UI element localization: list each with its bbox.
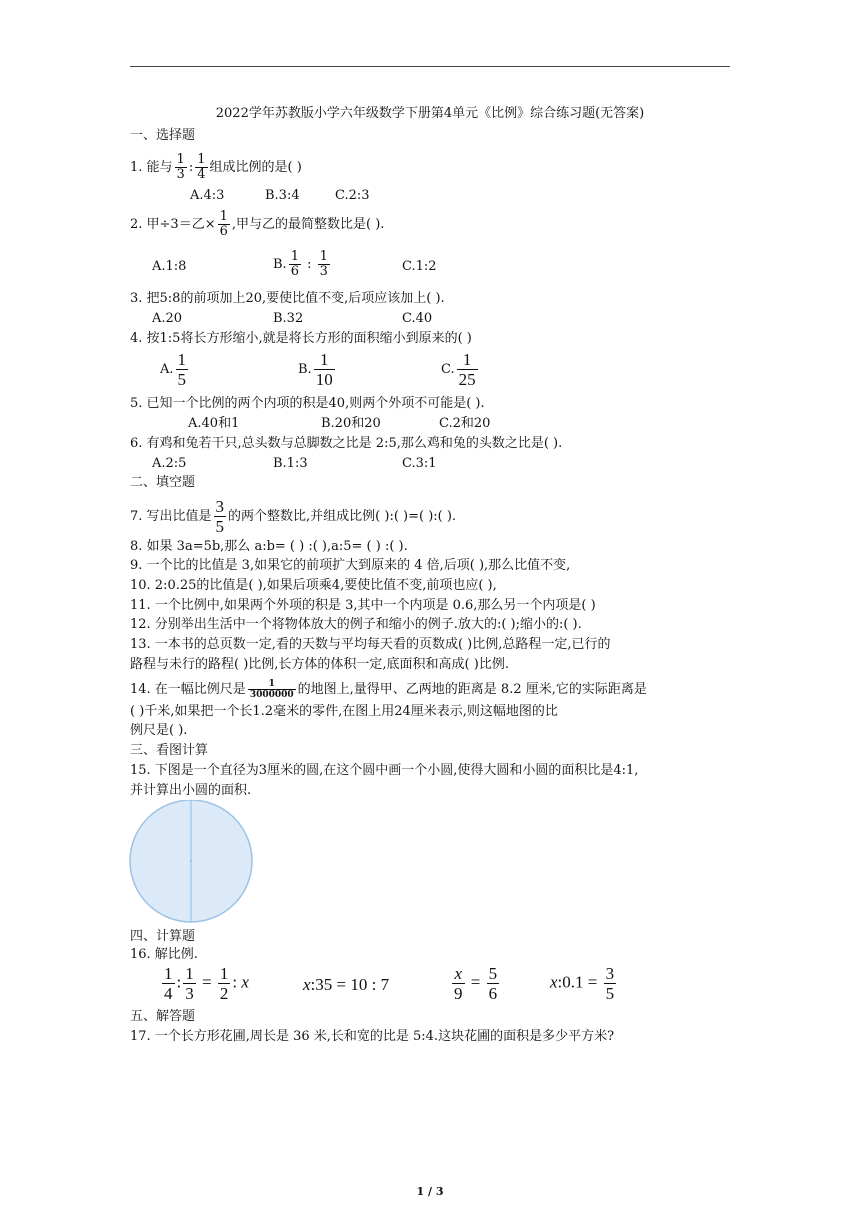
equation-1: $\frac{1}{4}$ : $\frac{1}{3}$ = $\frac{1}{2}$ : x [164, 964, 249, 1003]
question-3: 3. 把5:8的前项加上20,要使比值不变,后项应该加上( ). [130, 291, 445, 306]
question-14-line-1: 14. 在一幅比例尺是 $\frac{1}{3000000}$ 的地图上,量得甲、乙两地的距离是 8.2 厘米,它的实际距离是 [130, 679, 647, 700]
q3-option-a: A.20 [152, 311, 183, 326]
q1-pre: 1. 能与 [130, 160, 173, 175]
eq1-fraction-c: $\frac{1}{2}$ [219, 964, 229, 1003]
q2-post: ,甲与乙的最简整数比是( ). [231, 217, 385, 232]
eq1-fraction-a: $\frac{1}{4}$ [164, 964, 173, 1003]
q1-colon: : [188, 160, 194, 175]
question-1 [130, 153, 302, 182]
q1-option-a: A.4:3 [190, 188, 225, 203]
question-7: 7. 写出比值是 $\frac{3}{5}$ 的两个整数比,并组成比例( ):( )=( ):( ). [130, 497, 457, 536]
q5-option-b: B.20和20 [321, 416, 381, 431]
q6-option-b: B.1:3 [273, 456, 308, 471]
question-2 [130, 210, 384, 239]
question-10: 10. 2:0.25的比值是( ),如果后项乘4,要使比值不变,前项也应( ), [130, 578, 497, 593]
q14-scale-fraction: $\frac{1}{3000000}$ [249, 679, 294, 700]
circle-diagram [127, 800, 257, 927]
question-16-label: 16. 解比例. [130, 947, 198, 962]
question-15-line-1: 15. 下图是一个直径为3厘米的圆,在这个圆中画一个小圆,使得大圆和小圆的面积比是4:1, [130, 763, 639, 778]
question-17: 17. 一个长方形花圃,周长是 36 米,长和宽的比是 5:4.这块花圃的面积是多少平方米? [130, 1029, 615, 1044]
page-number: 1 / 3 [416, 1185, 444, 1198]
q2-fraction: $\frac{1}{6}$ [219, 209, 228, 239]
q4-a-fraction: $\frac{1}{5}$ [177, 350, 187, 389]
q6-option-c: C.3:1 [402, 456, 437, 471]
center-point [190, 860, 192, 862]
question-6: 6. 有鸡和兔若干只,总头数与总脚数之比是 2:5,那么鸡和兔的头数之比是( ). [130, 436, 563, 451]
q1-fraction-1: $\frac{1}{3}$ [176, 152, 185, 182]
q2-option-a: A.1:8 [152, 259, 187, 274]
eq1-fraction-b: $\frac{1}{3}$ [185, 964, 194, 1003]
question-15-line-2: 并计算出小圆的面积. [130, 783, 252, 798]
q5-option-c: C.2和20 [439, 416, 491, 431]
question-9: 9. 一个比的比值是 3,如果它的前项扩大到原来的 4 倍,后项( ),那么比值不变, [130, 558, 571, 573]
q3-option-b: B.32 [273, 311, 304, 326]
q5-option-a: A.40和1 [188, 416, 240, 431]
q4-b-fraction: $\frac{1}{10}$ [315, 350, 333, 389]
page-title: 2022学年苏教版小学六年级数学下册第4单元《比例》综合练习题(无答案) [215, 106, 645, 121]
question-13-line-1: 13. 一本书的总页数一定,看的天数与平均每天看的页数成( )比例,总路程一定,已行的 [130, 637, 611, 652]
eq3-fraction-r: $\frac{5}{6}$ [488, 964, 498, 1003]
question-13-line-2: 路程与未行的路程( )比例,长方体的体积一定,底面积和高成( )比例. [130, 657, 509, 672]
equation-3: $\frac{x}{9}$ = $\frac{5}{6}$ [454, 964, 498, 1003]
q2-b-fraction-2: $\frac{1}{3}$ [319, 249, 328, 279]
eq4-fraction: $\frac{3}{5}$ [605, 964, 615, 1003]
q2-option-c: C.1:2 [402, 259, 437, 274]
section-heading-2: 二、填空题 [130, 475, 196, 490]
q1-option-c: C.2:3 [335, 188, 370, 203]
q1-option-b: B.3:4 [265, 188, 300, 203]
header-rule [130, 66, 730, 67]
q2-pre: 2. 甲÷3＝乙× [130, 217, 216, 232]
equation-4: x:0.1 = $\frac{3}{5}$ [550, 964, 615, 1003]
q3-option-c: C.40 [402, 311, 433, 326]
question-11: 11. 一个比例中,如果两个外项的积是 3,其中一个内项是 0.6,那么另一个内项是( ) [130, 598, 596, 613]
question-5: 5. 已知一个比例的两个内项的积是40,则两个外项不可能是( ). [130, 396, 485, 411]
q7-fraction: $\frac{3}{5}$ [215, 497, 225, 536]
q6-option-a: A.2:5 [152, 456, 187, 471]
q4-option-b: B. $\frac{1}{10}$ [298, 350, 333, 389]
question-4: 4. 按1:5将长方形缩小,就是将长方形的面积缩小到原来的( ) [130, 331, 472, 346]
eq3-fraction-x: $\frac{x}{9}$ [454, 964, 463, 1003]
section-heading-5: 五、解答题 [130, 1009, 196, 1024]
question-14-line-3: 例尺是( ). [130, 723, 188, 738]
q2-b-fraction-1: $\frac{1}{6}$ [290, 249, 299, 279]
equation-2: x:35 = 10 : 7 [303, 975, 390, 994]
q4-c-fraction: $\frac{1}{25}$ [458, 350, 476, 389]
q1-post: 组成比例的是( ) [209, 160, 302, 175]
question-14-line-2: ( )千米,如果把一个长1.2毫米的零件,在图上用24厘米表示,则这幅地图的比 [130, 704, 558, 719]
q4-option-c: C. $\frac{1}{25}$ [441, 350, 476, 389]
q4-option-a: A. $\frac{1}{5}$ [160, 350, 187, 389]
section-heading-3: 三、看图计算 [130, 743, 209, 758]
question-8: 8. 如果 3a=5b,那么 a:b= ( ) :( ),a:5= ( ) :( ). [130, 539, 408, 554]
q2-option-b: B. $\frac{1}{6}$ : $\frac{1}{3}$ [273, 249, 328, 279]
question-12: 12. 分别举出生活中一个将物体放大的例子和缩小的例子.放大的:( );缩小的:( ). [130, 617, 582, 632]
section-heading-1: 一、选择题 [130, 128, 196, 143]
section-heading-4: 四、计算题 [130, 929, 196, 944]
q1-fraction-2: $\frac{1}{4}$ [197, 152, 206, 182]
